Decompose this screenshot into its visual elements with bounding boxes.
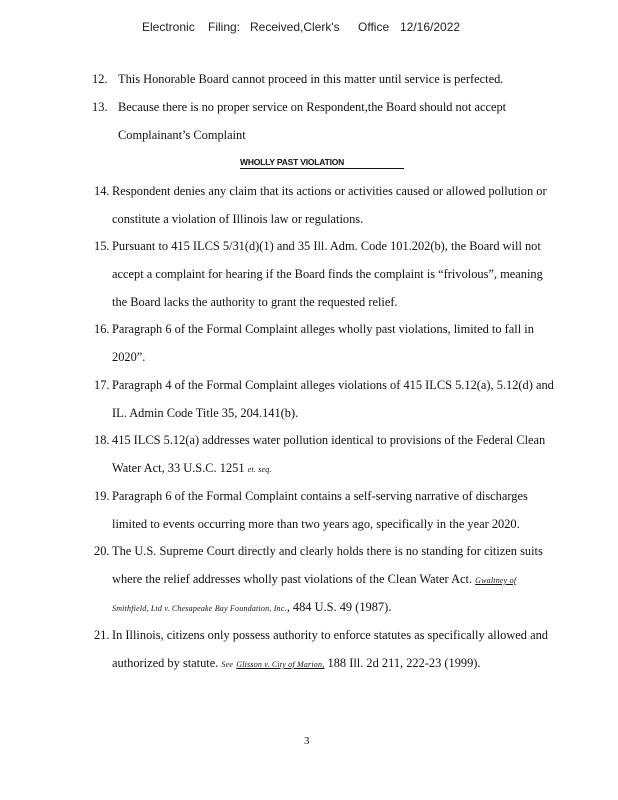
paragraph-line: This Honorable Board cannot proceed in this matter until service is perfected. — [118, 72, 504, 86]
header-word: 12/16/2022 — [400, 20, 461, 34]
paragraph-line: Paragraph 6 of the Formal Complaint contains a self-serving narrative of discharges — [112, 489, 528, 503]
paragraph-line: IL. Admin Code Title 35, 204.141(b). — [112, 406, 299, 420]
paragraph-line: limited to events occurring more than two years ago, specifically in the year 2020. — [112, 517, 520, 531]
paragraph-number: 21. — [94, 628, 110, 642]
case-name: Gwaltney of — [475, 576, 517, 585]
paragraph-line: Pursuant to 415 ILCS 5/31(d)(1) and 35 Ill. Adm. Code 101.202(b), the Board will not — [112, 239, 541, 253]
paragraph-line — [112, 461, 272, 476]
paragraph-number: 16. — [94, 322, 110, 336]
paragraph-number: 17. — [94, 378, 110, 392]
paragraph-number: 12. — [92, 72, 108, 86]
paragraph-line: Because there is no proper service on Respondent,the Board should not accept — [118, 100, 507, 114]
paragraph-line: 415 ILCS 5.12(a) addresses water pollution identical to provisions of the Federal Clean — [112, 433, 546, 447]
citation-text: 188 Ill. 2d 211, 222-23 (1999). — [324, 656, 481, 670]
citation-text: authorized by statute. — [112, 656, 222, 670]
paragraph-number: 13. — [92, 100, 108, 114]
paragraph-line: accept a complaint for hearing if the Board finds the complaint is “frivolous”, meaning — [112, 267, 543, 281]
citation-signal: et. seq. — [247, 465, 272, 474]
paragraph-line: Complainant’s Complaint — [118, 128, 246, 142]
header-word: Electronic — [142, 20, 195, 34]
paragraph-number: 14. — [94, 184, 110, 198]
paragraph-line: 2020”. — [112, 350, 146, 364]
section-heading: WHOLLY PAST VIOLATION — [240, 157, 404, 169]
header-word: Received,Clerk's — [250, 20, 340, 34]
case-name: Glisson v. City of Marion, — [236, 660, 325, 669]
citation-text: Water Act, 33 U.S.C. 1251 — [112, 461, 248, 475]
paragraph-number: 15. — [94, 239, 110, 253]
paragraph-line: Paragraph 4 of the Formal Complaint alleges violations of 415 ILCS 5.12(a), 5.12(d) and — [112, 378, 554, 392]
citation-text: , 484 U.S. 49 (1987). — [286, 600, 392, 614]
paragraph-line: Paragraph 6 of the Formal Complaint alleges wholly past violations, limited to fall in — [112, 322, 534, 336]
paragraph-line: In Illinois, citizens only possess authority to enforce statutes as specifically allowed and — [112, 628, 548, 642]
case-name: Smithfield, Ltd v. Chesapeake Bay Foundation, Inc. — [112, 604, 287, 613]
paragraph-line — [112, 656, 481, 671]
citation-text: where the relief addresses wholly past violations of the Clean Water Act. — [112, 572, 476, 586]
page-number: 3 — [304, 735, 310, 747]
paragraph-number: 18. — [94, 433, 110, 447]
paragraph-line: Respondent denies any claim that its actions or activities caused or allowed pollution or — [112, 184, 547, 198]
paragraph-line: constitute a violation of Illinois law or regulations. — [112, 212, 364, 226]
citation-signal: See — [221, 660, 234, 669]
paragraph-number: 20. — [94, 544, 110, 558]
paragraph-number: 19. — [94, 489, 110, 503]
header-word: Filing: — [208, 20, 241, 34]
paragraph-line: the Board lacks the authority to grant the requested relief. — [112, 295, 398, 309]
paragraph-line — [112, 600, 391, 615]
paragraph-line: The U.S. Supreme Court directly and clearly holds there is no standing for citizen suits — [112, 544, 543, 558]
paragraph-line — [112, 572, 516, 587]
header-word: Office — [358, 20, 390, 34]
